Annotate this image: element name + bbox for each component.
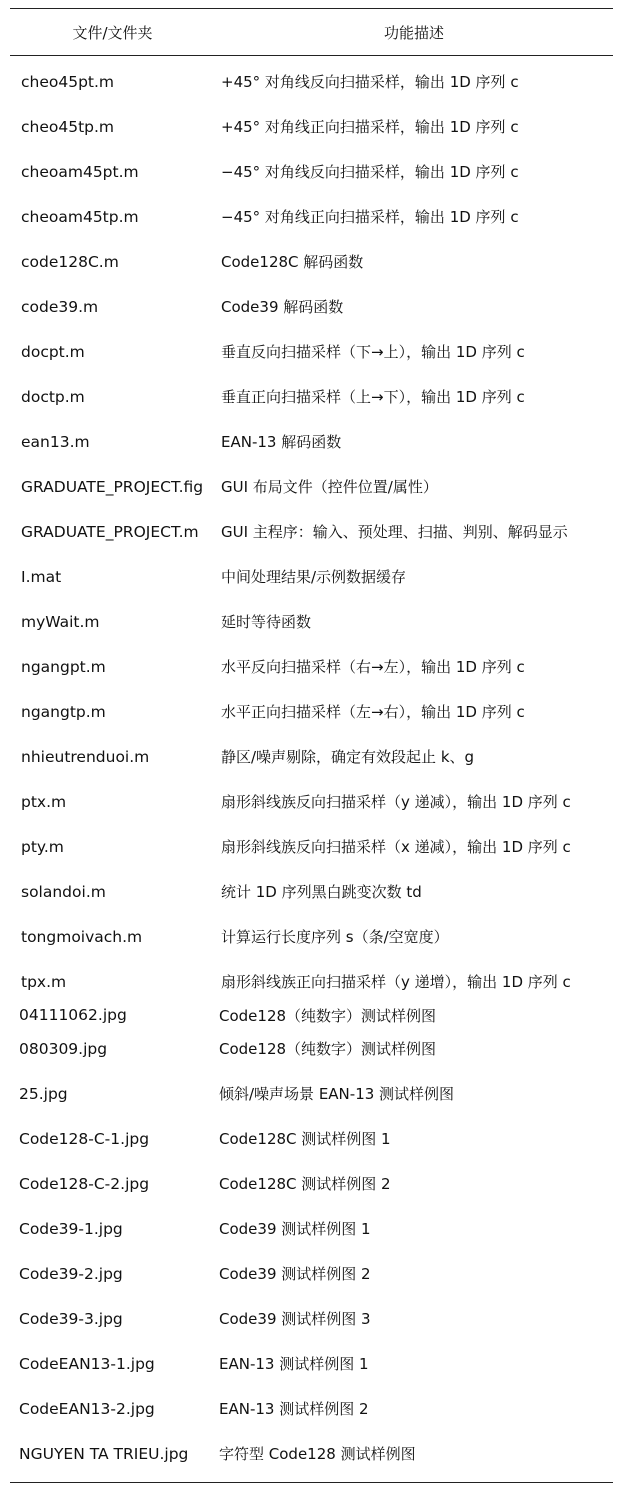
description-cell: GUI 主程序：输入、预处理、扫描、判别、解码显示: [221, 523, 568, 541]
description-cell: 延时等待函数: [221, 613, 312, 631]
header-description-column: 功能描述: [383, 23, 444, 42]
table-row: [10, 824, 613, 869]
description-cell: −45° 对角线反向扫描采样，输出 1D 序列 c: [221, 163, 519, 181]
description-cell: Code128C 测试样例图 1: [219, 1130, 391, 1148]
file-name-cell: CodeEAN13-2.jpg: [19, 1399, 155, 1418]
file-name-cell: Code128-C-2.jpg: [19, 1174, 150, 1193]
table-row: [10, 1296, 613, 1341]
file-name-cell: nhieutrenduoi.m: [21, 747, 150, 766]
description-cell: Code39 测试样例图 1: [219, 1220, 371, 1238]
description-cell: Code128C 测试样例图 2: [219, 1175, 391, 1193]
table-row: [10, 779, 613, 824]
description-cell: 水平反向扫描采样（右→左），输出 1D 序列 c: [221, 658, 525, 676]
file-name-cell: cheo45pt.m: [21, 72, 115, 91]
file-name-cell: NGUYEN TA TRIEU.jpg: [19, 1444, 189, 1463]
file-name-cell: ean13.m: [21, 432, 90, 451]
file-table: [10, 8, 613, 1483]
file-name-cell: 25.jpg: [19, 1084, 68, 1103]
description-cell: 倾斜/噪声场景 EAN-13 测试样例图: [219, 1085, 455, 1103]
file-name-cell: code39.m: [21, 297, 99, 316]
table-row: [10, 419, 613, 464]
table-row: [10, 329, 613, 374]
table-row: [10, 554, 613, 599]
file-name-cell: Code39-2.jpg: [19, 1264, 123, 1283]
file-name-cell: GRADUATE_PROJECT.fig: [21, 477, 204, 496]
file-name-cell: ngangpt.m: [21, 657, 106, 676]
file-name-cell: tongmoivach.m: [21, 927, 143, 946]
description-cell: 扇形斜线族反向扫描采样（y 递减），输出 1D 序列 c: [221, 793, 571, 811]
table-row: [10, 1071, 613, 1116]
table-row: [10, 644, 613, 689]
file-name-cell: cheoam45tp.m: [21, 207, 139, 226]
file-name-cell: I.mat: [21, 567, 62, 586]
file-name-cell: doctp.m: [21, 387, 85, 406]
file-name-cell: Code39-1.jpg: [19, 1219, 123, 1238]
table-row: [10, 464, 613, 509]
table-row: [10, 869, 613, 914]
table-row: [10, 1116, 613, 1161]
description-cell: 计算运行长度序列 s（条/空宽度）: [221, 928, 449, 946]
file-name-cell: code128C.m: [21, 252, 119, 271]
header-file-column: 文件/文件夹: [72, 23, 153, 42]
file-name-cell: solandoi.m: [21, 882, 106, 901]
file-name-cell: tpx.m: [21, 972, 67, 991]
description-cell: +45° 对角线正向扫描采样，输出 1D 序列 c: [221, 118, 519, 136]
description-cell: 水平正向扫描采样（左→右），输出 1D 序列 c: [221, 703, 525, 721]
file-name-cell: docpt.m: [21, 342, 85, 361]
description-cell: GUI 布局文件（控件位置/属性）: [221, 478, 438, 496]
table-row: [10, 149, 613, 194]
file-name-cell: ngangtp.m: [21, 702, 106, 721]
table-row: [10, 1386, 613, 1431]
description-cell: EAN-13 测试样例图 1: [219, 1355, 369, 1373]
table-row: [10, 1431, 613, 1476]
table-row: [10, 59, 613, 104]
file-name-cell: Code39-3.jpg: [19, 1309, 123, 1328]
table-row: [10, 284, 613, 329]
table-row: [10, 734, 613, 779]
table-row: [10, 959, 613, 1004]
file-name-cell: GRADUATE_PROJECT.m: [21, 522, 199, 541]
description-cell: Code128C 解码函数: [221, 253, 364, 271]
description-cell: 扇形斜线族反向扫描采样（x 递减），输出 1D 序列 c: [221, 838, 571, 856]
description-cell: 字符型 Code128 测试样例图: [219, 1445, 416, 1463]
file-name-cell: myWait.m: [21, 612, 100, 631]
table-row: [10, 914, 613, 959]
description-cell: +45° 对角线反向扫描采样，输出 1D 序列 c: [221, 73, 519, 91]
table-row: [10, 239, 613, 284]
file-name-cell: 080309.jpg: [19, 1039, 108, 1058]
file-name-cell: cheoam45pt.m: [21, 162, 139, 181]
script-files-list: [10, 56, 613, 1004]
description-cell: 扇形斜线族正向扫描采样（y 递增），输出 1D 序列 c: [221, 973, 571, 991]
bottom-rule: [10, 1482, 613, 1483]
file-name-cell: 04111062.jpg: [19, 1006, 127, 1024]
table-row: [10, 599, 613, 644]
table-row: [10, 509, 613, 554]
table-row: [10, 1026, 613, 1071]
table-row: [10, 104, 613, 149]
file-name-cell: ptx.m: [21, 792, 67, 811]
description-cell: Code128（纯数字）测试样例图: [219, 1040, 437, 1058]
table-row: [10, 194, 613, 239]
table-row: [10, 1206, 613, 1251]
description-cell: 垂直正向扫描采样（上→下），输出 1D 序列 c: [221, 388, 525, 406]
description-cell: Code39 测试样例图 3: [219, 1310, 371, 1328]
description-cell: 垂直反向扫描采样（下→上），输出 1D 序列 c: [221, 343, 525, 361]
file-name-cell: pty.m: [21, 837, 64, 856]
description-cell: Code39 解码函数: [221, 298, 344, 316]
table-header: [10, 9, 613, 55]
table-row: [10, 374, 613, 419]
table-row: [10, 1004, 613, 1026]
table-row: [10, 689, 613, 734]
description-cell: 统计 1D 序列黑白跳变次数 td: [221, 883, 422, 901]
table-row: [10, 1161, 613, 1206]
table-row: [10, 1251, 613, 1296]
file-name-cell: cheo45tp.m: [21, 117, 115, 136]
description-cell: Code39 测试样例图 2: [219, 1265, 371, 1283]
table-row: [10, 1341, 613, 1386]
file-name-cell: CodeEAN13-1.jpg: [19, 1354, 155, 1373]
image-files-list: [10, 1004, 613, 1476]
description-cell: 静区/噪声剔除，确定有效段起止 k、g: [221, 748, 475, 766]
description-cell: −45° 对角线正向扫描采样，输出 1D 序列 c: [221, 208, 519, 226]
description-cell: EAN-13 解码函数: [221, 433, 342, 451]
description-cell: EAN-13 测试样例图 2: [219, 1400, 369, 1418]
file-name-cell: Code128-C-1.jpg: [19, 1129, 150, 1148]
description-cell: Code128（纯数字）测试样例图: [219, 1006, 437, 1025]
description-cell: 中间处理结果/示例数据缓存: [221, 568, 407, 586]
